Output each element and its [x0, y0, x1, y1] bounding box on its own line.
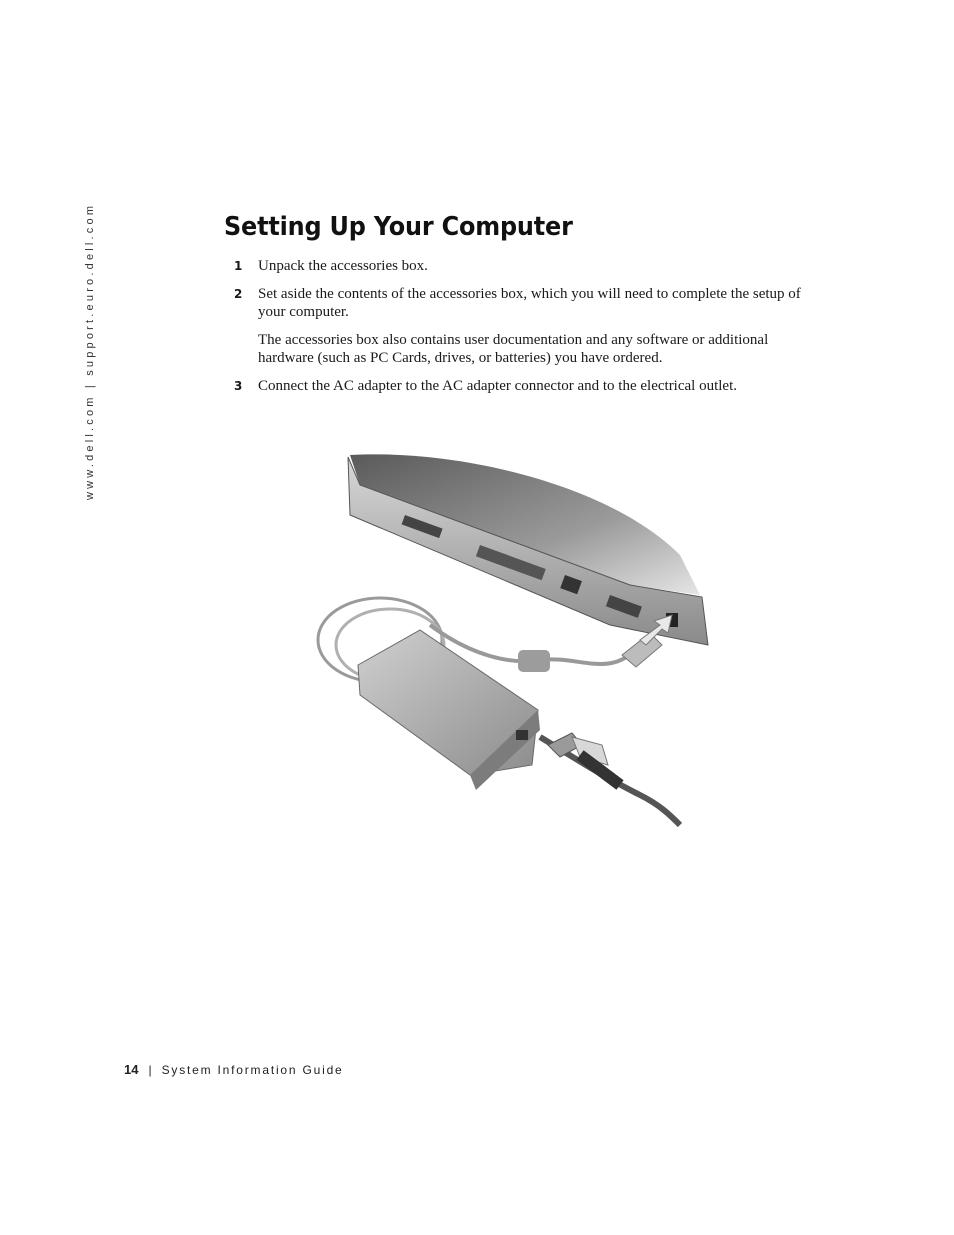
sidebar-url: www.dell.com | support.euro.dell.com: [84, 202, 96, 500]
step-number: 3: [234, 379, 243, 393]
guide-title: System Information Guide: [161, 1063, 344, 1077]
page-number: 14: [124, 1062, 139, 1077]
step-item: [234, 285, 824, 321]
steps-list: [234, 257, 824, 405]
footer-separator: |: [148, 1063, 152, 1077]
page-title: Setting Up Your Computer: [224, 212, 573, 242]
laptop-ac-adapter-connection-illustration: [310, 445, 730, 835]
step-number: 1: [234, 259, 243, 273]
step-text: Set aside the contents of the accessories box, which you will need to complete the setup of your computer.: [258, 286, 801, 320]
step-item: [234, 377, 824, 395]
step-item: [234, 257, 824, 275]
step-note: The accessories box also contains user documentation and any software or additional hardware (such as PC Cards, drives, or batteries) you have ordered.: [258, 332, 769, 366]
step-text: Connect the AC adapter to the AC adapter connector and to the electrical outlet.: [258, 378, 737, 394]
step-text: Unpack the accessories box.: [258, 258, 428, 274]
page-footer: [124, 1062, 344, 1077]
step-number: 2: [234, 287, 243, 301]
